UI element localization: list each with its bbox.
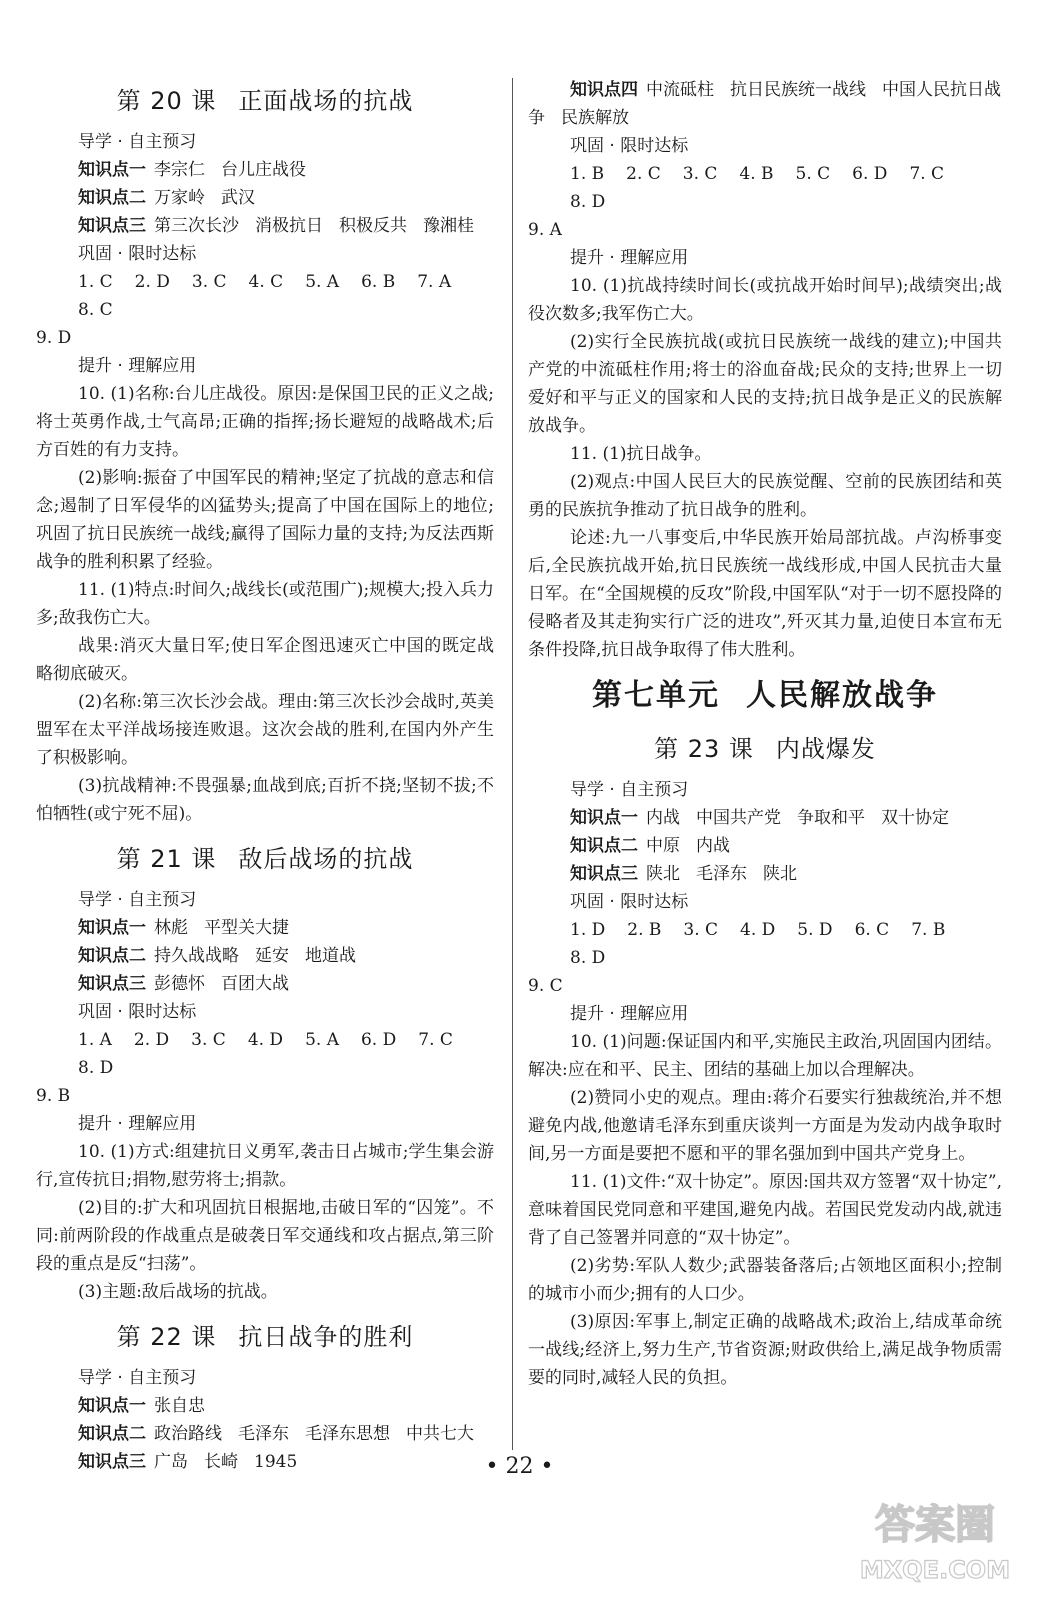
watermark-url: MXQE.COM [859,1556,1011,1584]
knowledge-point-2: 知识点二 中原 内战 [570,836,730,856]
answer-paragraph: (2)名称:第三次长沙会战。理由:第三次长沙会战时,英美盟军在太平洋战场接连败退。这次会战的胜利,在国内外产生了积极影响。 [36,692,494,768]
lesson-22-title: 第 22 课 抗日战争的胜利 [116,1323,414,1351]
answer-tail: 9. A [528,220,562,240]
lesson-20-title: 第 20 课 正面战场的抗战 [116,87,414,115]
answer-paragraph: (2)劣势:军队人数少;武器装备落后;占领地区面积小;控制的城市小而少;拥有的人口少。 [528,1256,1002,1304]
answer-row: 1. A 2. D 3. C 4. D 5. A 6. D 7. C 8. D [78,1030,453,1078]
knowledge-point-2: 知识点二 持久战战略 延安 地道战 [78,946,356,966]
section-preview: 导学 · 自主预习 [570,780,689,800]
knowledge-point-3: 知识点三 第三次长沙 消极抗日 积极反共 豫湘桂 [78,216,474,236]
answer-paragraph: (3)原因:军事上,制定正确的战略战术;政治上,结成革命统一战线;经济上,努力生产,节省资源;财政供给上,满足战争物质需要的同时,减轻人民的负担。 [528,1312,1002,1388]
answer-paragraph: (2)目的:扩大和巩固抗日根据地,击破日军的“囚笼”。不同:前两阶段的作战重点是破袭日军交通线和攻占据点,第三阶段的重点是反“扫荡”。 [36,1198,494,1274]
knowledge-point-2: 知识点二 政治路线 毛泽东 毛泽东思想 中共七大 [78,1424,474,1444]
section-application: 提升 · 理解应用 [78,1114,197,1134]
knowledge-point-3: 知识点三 彭德怀 百团大战 [78,974,289,994]
knowledge-point-1: 知识点一 张自忠 [78,1396,205,1416]
answer-tail: 9. C [528,976,563,996]
knowledge-point-1: 知识点一 内战 中国共产党 争取和平 双十协定 [570,808,949,828]
knowledge-point-3: 知识点三 广岛 长崎 1945 [78,1452,298,1472]
right-column [528,76,1002,1392]
answer-paragraph: 11. (1)特点:时间久;战线长(或范围广);规模大;投入兵力多;敌我伤亡大。 [36,580,494,628]
watermark-icon [825,1486,1025,1590]
section-practice: 巩固 · 限时达标 [78,1002,197,1022]
answer-paragraph: 11. (1)抗日战争。 [570,444,712,464]
answer-paragraph: 论述:九一八事变后,中华民族开始局部抗战。卢沟桥事变后,全民族抗战开始,抗日民族统一战线形成,中国人民抗击大量日军。在“全国规模的反攻”阶段,中国军队“对于一切不愿投降的侵略者及其走狗实行广泛的进攻”,歼灭其力量,迫使日本宣布无条件投降,抗日战争取得了伟大胜利。 [528,528,1002,660]
section-preview: 导学 · 自主预习 [78,1368,197,1388]
knowledge-point-3: 知识点三 陕北 毛泽东 陕北 [570,864,797,884]
section-application: 提升 · 理解应用 [570,248,689,268]
answer-tail: 9. B [36,1086,71,1106]
answer-paragraph: 10. (1)名称:台儿庄战役。原因:是保国卫民的正义之战;将士英勇作战,士气高昂;正确的指挥;扬长避短的战略战术;后方百姓的有力支持。 [36,384,494,460]
watermark-logo [825,1486,1025,1590]
knowledge-point-2: 知识点二 万家岭 武汉 [78,188,255,208]
section-practice: 巩固 · 限时达标 [78,244,197,264]
answer-paragraph: (3)抗战精神:不畏强暴;血战到底;百折不挠;坚韧不拔;不怕牺牲(或宁死不屈)。 [36,776,494,824]
knowledge-point-4: 知识点四 中流砥柱 抗日民族统一战线 中国人民抗日战争 民族解放 [528,80,1001,128]
answer-row: 1. D 2. B 3. C 4. D 5. D 6. C 7. B 8. D [570,920,946,968]
answer-paragraph: 10. (1)抗战持续时间长(或抗战开始时间早);战绩突出;战役次数多;我军伤亡大。 [528,276,1002,324]
knowledge-point-1: 知识点一 李宗仁 台儿庄战役 [78,160,306,180]
section-practice: 巩固 · 限时达标 [570,892,689,912]
answer-paragraph: (2)观点:中国人民巨大的民族觉醒、空前的民族团结和英勇的民族抗争推动了抗日战争的胜利。 [528,472,1002,520]
lesson-23-title: 第 23 课 内战爆发 [654,735,876,763]
answer-paragraph: 10. (1)方式:组建抗日义勇军,袭击日占城市;学生集会游行,宣传抗日;捐物,慰劳将士;捐款。 [36,1142,494,1190]
answer-paragraph: (2)影响:振奋了中国军民的精神;坚定了抗战的意志和信念;遏制了日军侵华的凶猛势头;提高了中国在国际上的地位;巩固了抗日民族统一战线;赢得了国际力量的支持;为反法西斯战争的胜利积累了经验。 [36,468,494,572]
answer-row: 1. B 2. C 3. C 4. B 5. C 6. D 7. C 8. D [570,164,945,212]
section-preview: 导学 · 自主预习 [78,890,197,910]
section-practice: 巩固 · 限时达标 [570,136,689,156]
knowledge-point-1: 知识点一 林彪 平型关大捷 [78,918,289,938]
page-number: • 22 • [485,1454,554,1479]
section-application: 提升 · 理解应用 [570,1004,689,1024]
section-preview: 导学 · 自主预习 [78,132,197,152]
answer-paragraph: (3)主题:敌后战场的抗战。 [78,1282,278,1302]
unit-7-title: 第七单元 人民解放战争 [592,678,938,713]
lesson-21-title: 第 21 课 敌后战场的抗战 [116,845,414,873]
watermark-logo-text: 答案圈 [875,1502,995,1548]
left-column [36,70,494,1476]
answer-paragraph: 10. (1)问题:保证国内和平,实施民主政治,巩固国内团结。解决:应在和平、民主、团结的基础上加以合理解决。 [528,1032,1002,1080]
answer-row: 1. C 2. D 3. C 4. C 5. A 6. B 7. A 8. C [78,272,452,320]
column-divider [512,78,513,1450]
section-application: 提升 · 理解应用 [78,356,197,376]
answer-tail: 9. D [36,328,72,348]
answer-paragraph: (2)实行全民族抗战(或抗日民族统一战线的建立);中国共产党的中流砥柱作用;将士的浴血奋战;民众的支持;世界上一切爱好和平与正义的国家和人民的支持;抗日战争是正义的民族解放战争。 [528,332,1002,436]
answer-paragraph: 战果:消灭大量日军;使日军企图迅速灭亡中国的既定战略彻底破灭。 [36,636,494,684]
answer-paragraph: (2)赞同小史的观点。理由:蒋介石要实行独裁统治,并不想避免内战,他邀请毛泽东到重庆谈判一方面是为发动内战争取时间,另一方面是要把不愿和平的罪名强加到中国共产党身上。 [528,1088,1002,1164]
answer-paragraph: 11. (1)文件:“双十协定”。原因:国共双方签署“双十协定”,意味着国民党同意和平建国,避免内战。若国民党发动内战,就违背了自己签署并同意的“双十协定”。 [528,1172,1002,1248]
